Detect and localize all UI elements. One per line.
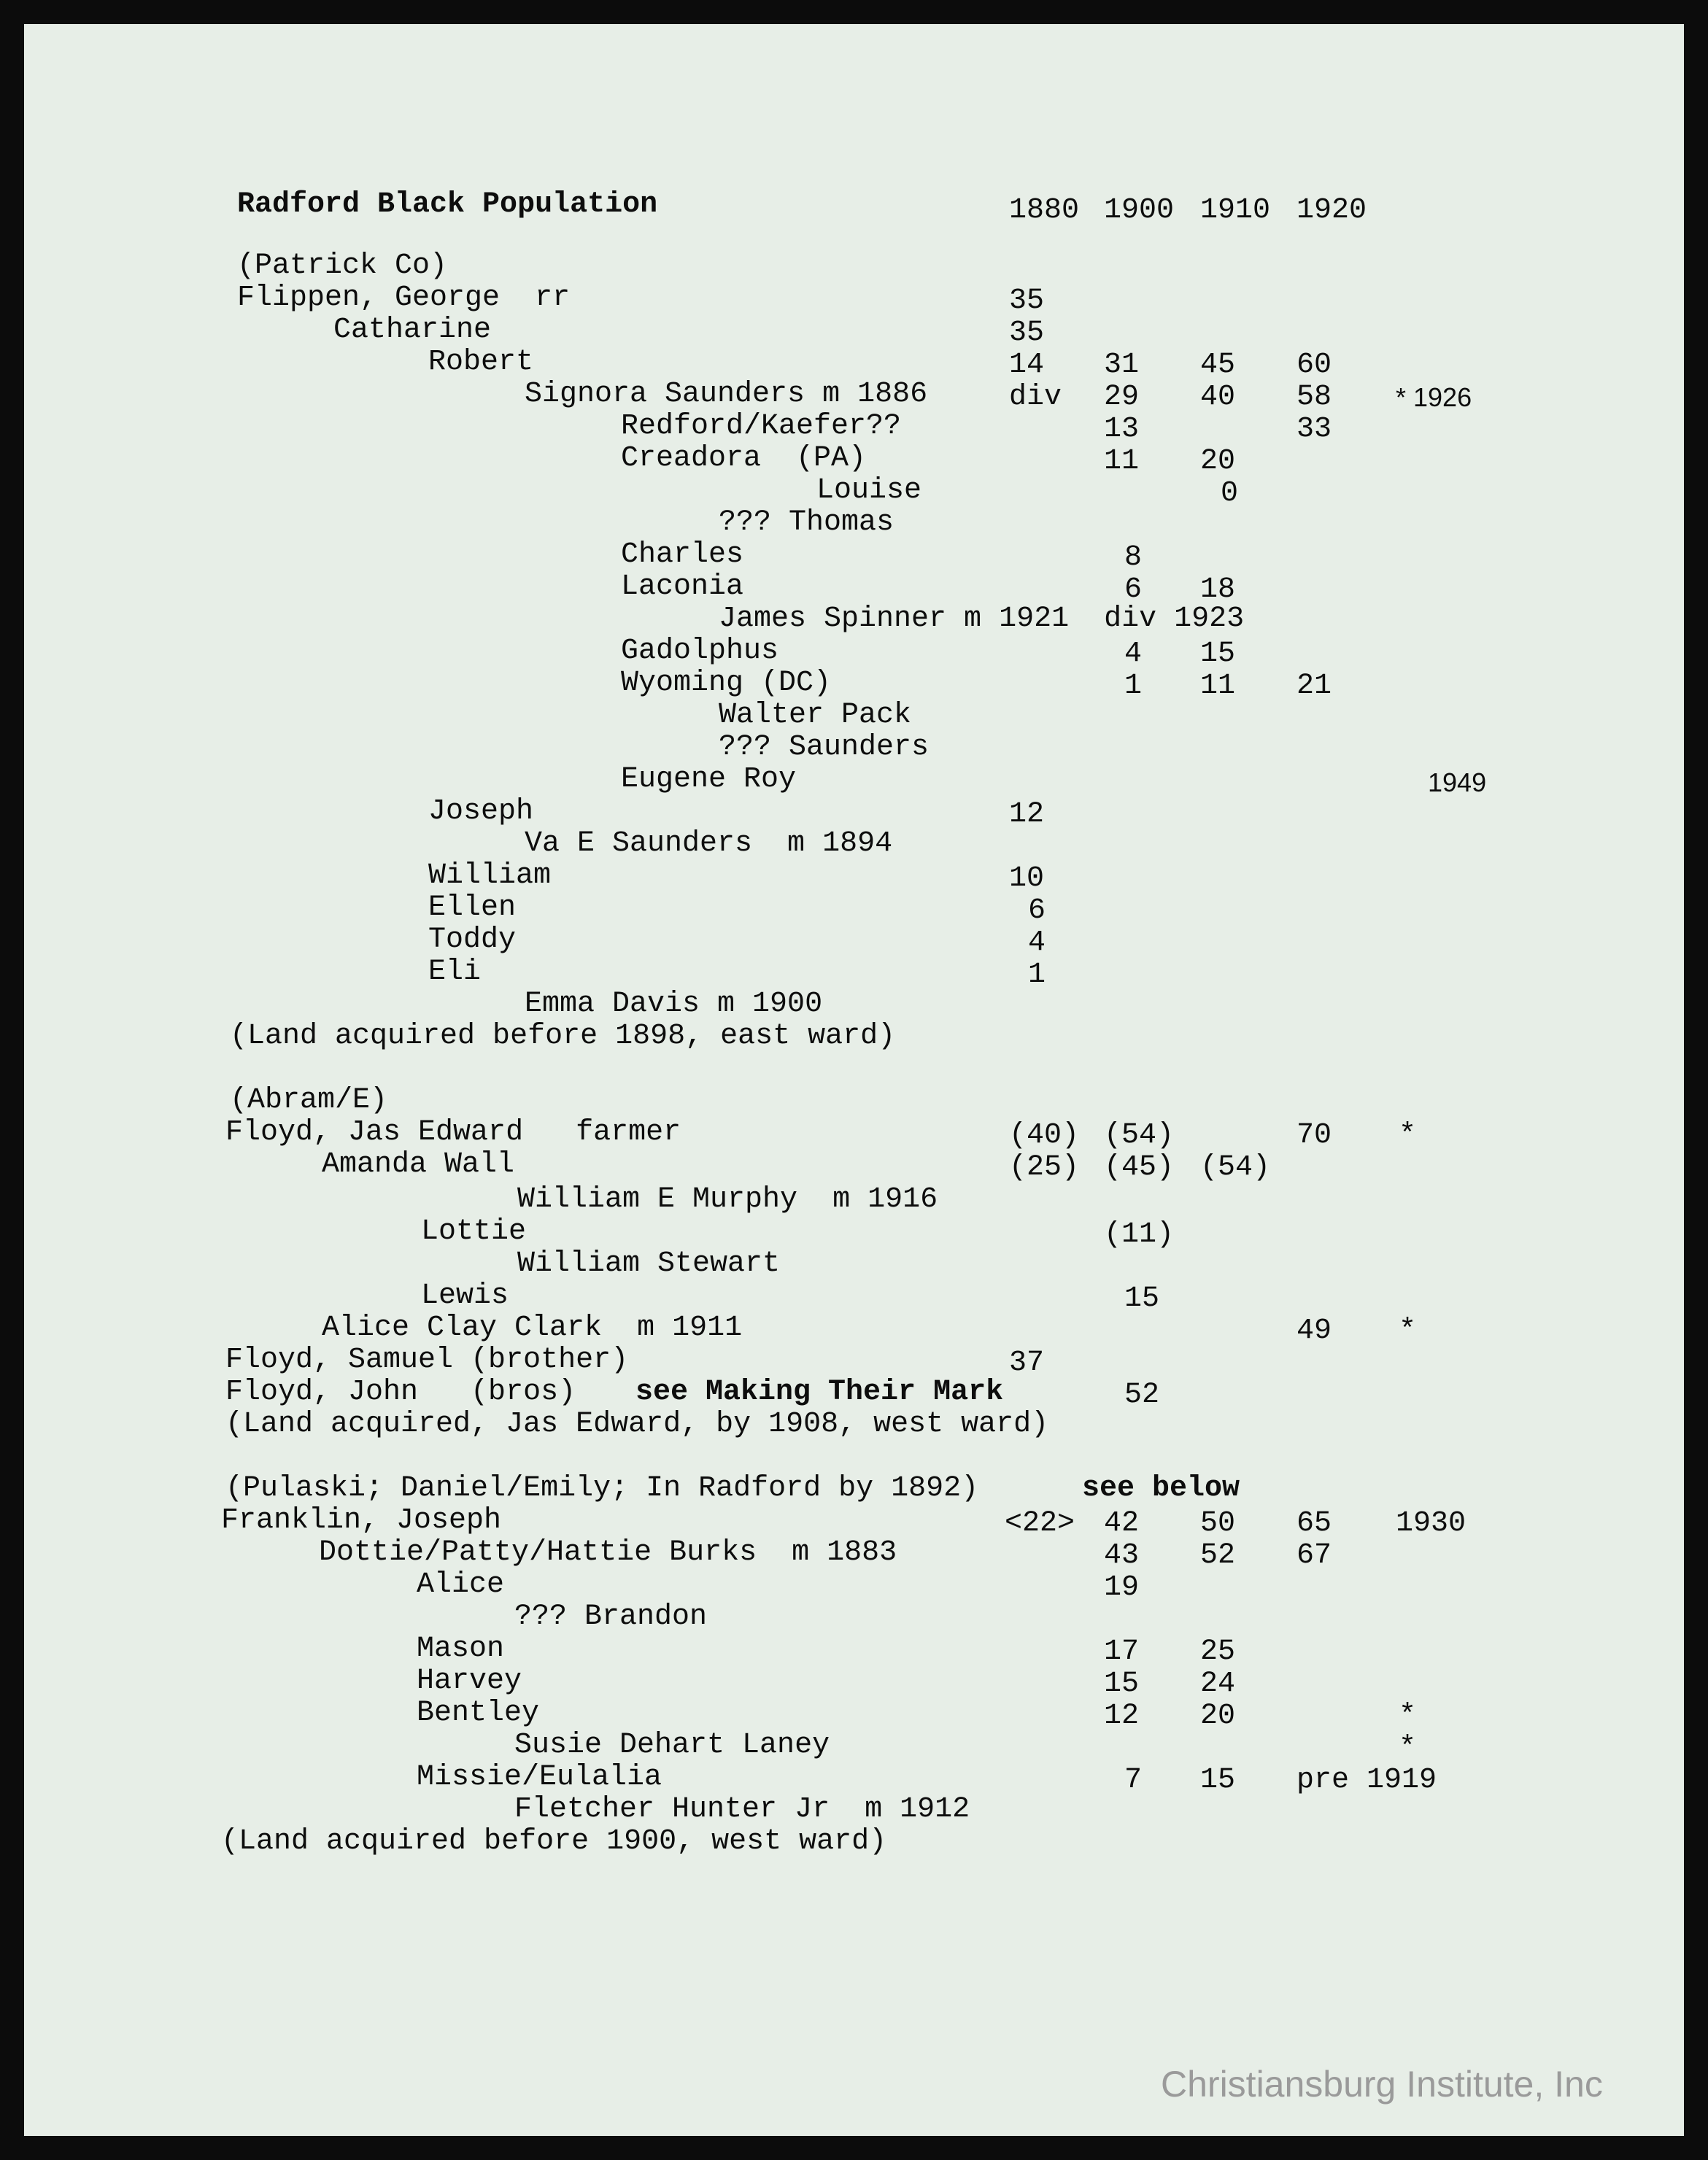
person-name: James Spinner m 1921 div 1923 [719,603,1245,635]
watermark: Christiansburg Institute, Inc [1161,2064,1603,2105]
person-name: ??? Saunders [719,731,930,764]
land-note: (Land acquired, Jas Edward, by 1908, west ward) [225,1408,1049,1441]
person-name: ??? Thomas [719,506,894,539]
census-1900: 15 [1104,1668,1140,1700]
person-name: William E Murphy m 1916 [517,1183,938,1216]
person-name: Missie/Eulalia [417,1761,662,1794]
person-name: Eugene Roy [621,763,797,796]
census-1880: <22> [1005,1507,1075,1540]
note-mark: * [1399,1732,1417,1765]
census-1880: (40) [1009,1119,1080,1152]
census-1900: 31 [1104,349,1140,382]
person-name: Lewis [421,1280,509,1312]
person-name: Laconia [621,570,744,603]
family-origin: (Patrick Co) [237,249,448,282]
person-name: William [428,859,552,892]
person-name: Toddy [428,924,517,956]
census-1900: 19 [1104,1571,1140,1604]
year-header-1920: 1920 [1297,194,1367,227]
person-name: Louise [816,474,922,507]
person-name: ??? Brandon [514,1600,708,1633]
census-1880: (25) [1009,1151,1080,1184]
person-name: Ellen [428,891,517,924]
handwritten-note: 1949 [1428,767,1487,797]
land-note: (Land acquired before 1898, east ward) [230,1020,896,1053]
person-name: Lottie [421,1215,527,1248]
census-1910: 11 [1200,670,1236,702]
census-1880: 35 [1009,317,1045,349]
census-1900: 17 [1104,1636,1140,1668]
census-1900: 7 [1124,1764,1143,1797]
census-1910: (54) [1200,1151,1271,1184]
census-1880: div [1009,381,1062,414]
person-name: Dottie/Patty/Hattie Burks m 1883 [319,1536,897,1569]
census-1920: 70 [1297,1119,1332,1152]
census-1900: (45) [1104,1151,1175,1184]
census-1900: 42 [1104,1507,1140,1540]
person-name: William Stewart [517,1247,781,1280]
census-1920: 21 [1297,670,1332,702]
census-1920: 49 [1297,1315,1332,1347]
census-1900: 6 [1124,573,1143,606]
census-1920: 33 [1297,413,1332,446]
census-1900: 52 [1124,1379,1160,1412]
census-1920: pre 1919 [1297,1764,1437,1797]
census-1920: 67 [1297,1539,1332,1572]
note-mark: * [1399,1315,1417,1347]
note-mark: * [1399,1119,1417,1152]
census-1900: 1 [1124,670,1143,702]
census-1880: 10 [1009,862,1045,895]
census-1900: (11) [1104,1218,1175,1251]
census-1900: 29 [1104,381,1140,414]
person-name: Emma Davis m 1900 [525,988,823,1021]
person-name: Eli [428,956,482,988]
census-1910: 18 [1200,573,1236,606]
census-1900: 11 [1104,445,1140,478]
census-1880: 12 [1009,798,1045,831]
person-name: Susie Dehart Laney [514,1729,830,1762]
person-name: Wyoming (DC) [621,667,832,700]
year-header-1880: 1880 [1009,194,1080,227]
person-name: Creadora (PA) [621,442,867,475]
census-1910: 15 [1200,1764,1236,1797]
cross-reference: see below [1082,1472,1240,1505]
handwritten-note: * 1926 [1396,382,1472,412]
census-1920: 65 [1297,1507,1332,1540]
census-1900: 43 [1104,1539,1140,1572]
census-1910: 40 [1200,381,1236,414]
census-1910: 45 [1200,349,1236,382]
page-title: Radford Black Population [237,188,658,221]
person-name: Signora Saunders m 1886 [525,378,928,411]
census-1900: 12 [1104,1700,1140,1733]
person-name: Amanda Wall [322,1148,515,1181]
census-1900: 13 [1104,413,1140,446]
person-name: Alice Clay Clark m 1911 [322,1312,743,1344]
person-name: Walter Pack [719,699,912,732]
person-name: Franklin, Joseph [221,1504,502,1537]
person-name: Gadolphus [621,635,779,667]
census-1880: 6 [1028,894,1046,927]
person-name: Floyd, Samuel (brother) [225,1344,629,1377]
person-name: Bentley [417,1697,540,1730]
census-1910: 20 [1200,445,1236,478]
person-name: Va E Saunders m 1894 [525,827,893,860]
note-mark: * [1399,1700,1417,1733]
census-1900: 15 [1124,1282,1160,1315]
census-1900: (54) [1104,1119,1175,1152]
census-1880: 37 [1009,1347,1045,1379]
census-1910: 24 [1200,1668,1236,1700]
person-name: Floyd, Jas Edward farmer [225,1116,681,1149]
land-note: (Land acquired before 1900, west ward) [221,1825,887,1858]
person-name: Alice [417,1568,505,1601]
census-1910: 15 [1200,638,1236,670]
census-1880: 1 [1028,959,1046,991]
person-name: Harvey [417,1665,522,1698]
family-origin: (Pulaski; Daniel/Emily; In Radford by 1892) [225,1472,979,1505]
person-name: Fletcher Hunter Jr m 1912 [514,1793,970,1826]
person-name: Catharine [333,314,492,347]
person-name: Charles [621,538,744,571]
note-year: 1930 [1396,1507,1467,1540]
census-1900: 4 [1124,638,1143,670]
census-1910: 52 [1200,1539,1236,1572]
census-1920: 60 [1297,349,1332,382]
census-1910: 25 [1200,1636,1236,1668]
person-name: Mason [417,1633,505,1665]
census-1880: 4 [1028,926,1046,959]
census-1910: 20 [1200,1700,1236,1733]
census-1910: 50 [1200,1507,1236,1540]
person-name: Flippen, George rr [237,282,571,314]
person-name: Redford/Kaefer?? [621,410,902,443]
year-header-1910: 1910 [1200,194,1271,227]
census-1880: 35 [1009,284,1045,317]
document-page [24,24,1684,2136]
census-1900: 8 [1124,541,1143,574]
census-1920: 58 [1297,381,1332,414]
family-origin: (Abram/E) [230,1084,388,1117]
year-header-1900: 1900 [1104,194,1175,227]
census-1880: 14 [1009,349,1045,382]
person-name: Floyd, John (bros) [225,1376,576,1409]
census-1910: 0 [1221,477,1239,510]
person-name: Robert [428,346,534,379]
person-name: Joseph [428,795,534,828]
cross-reference: see Making Their Mark [635,1376,1004,1409]
